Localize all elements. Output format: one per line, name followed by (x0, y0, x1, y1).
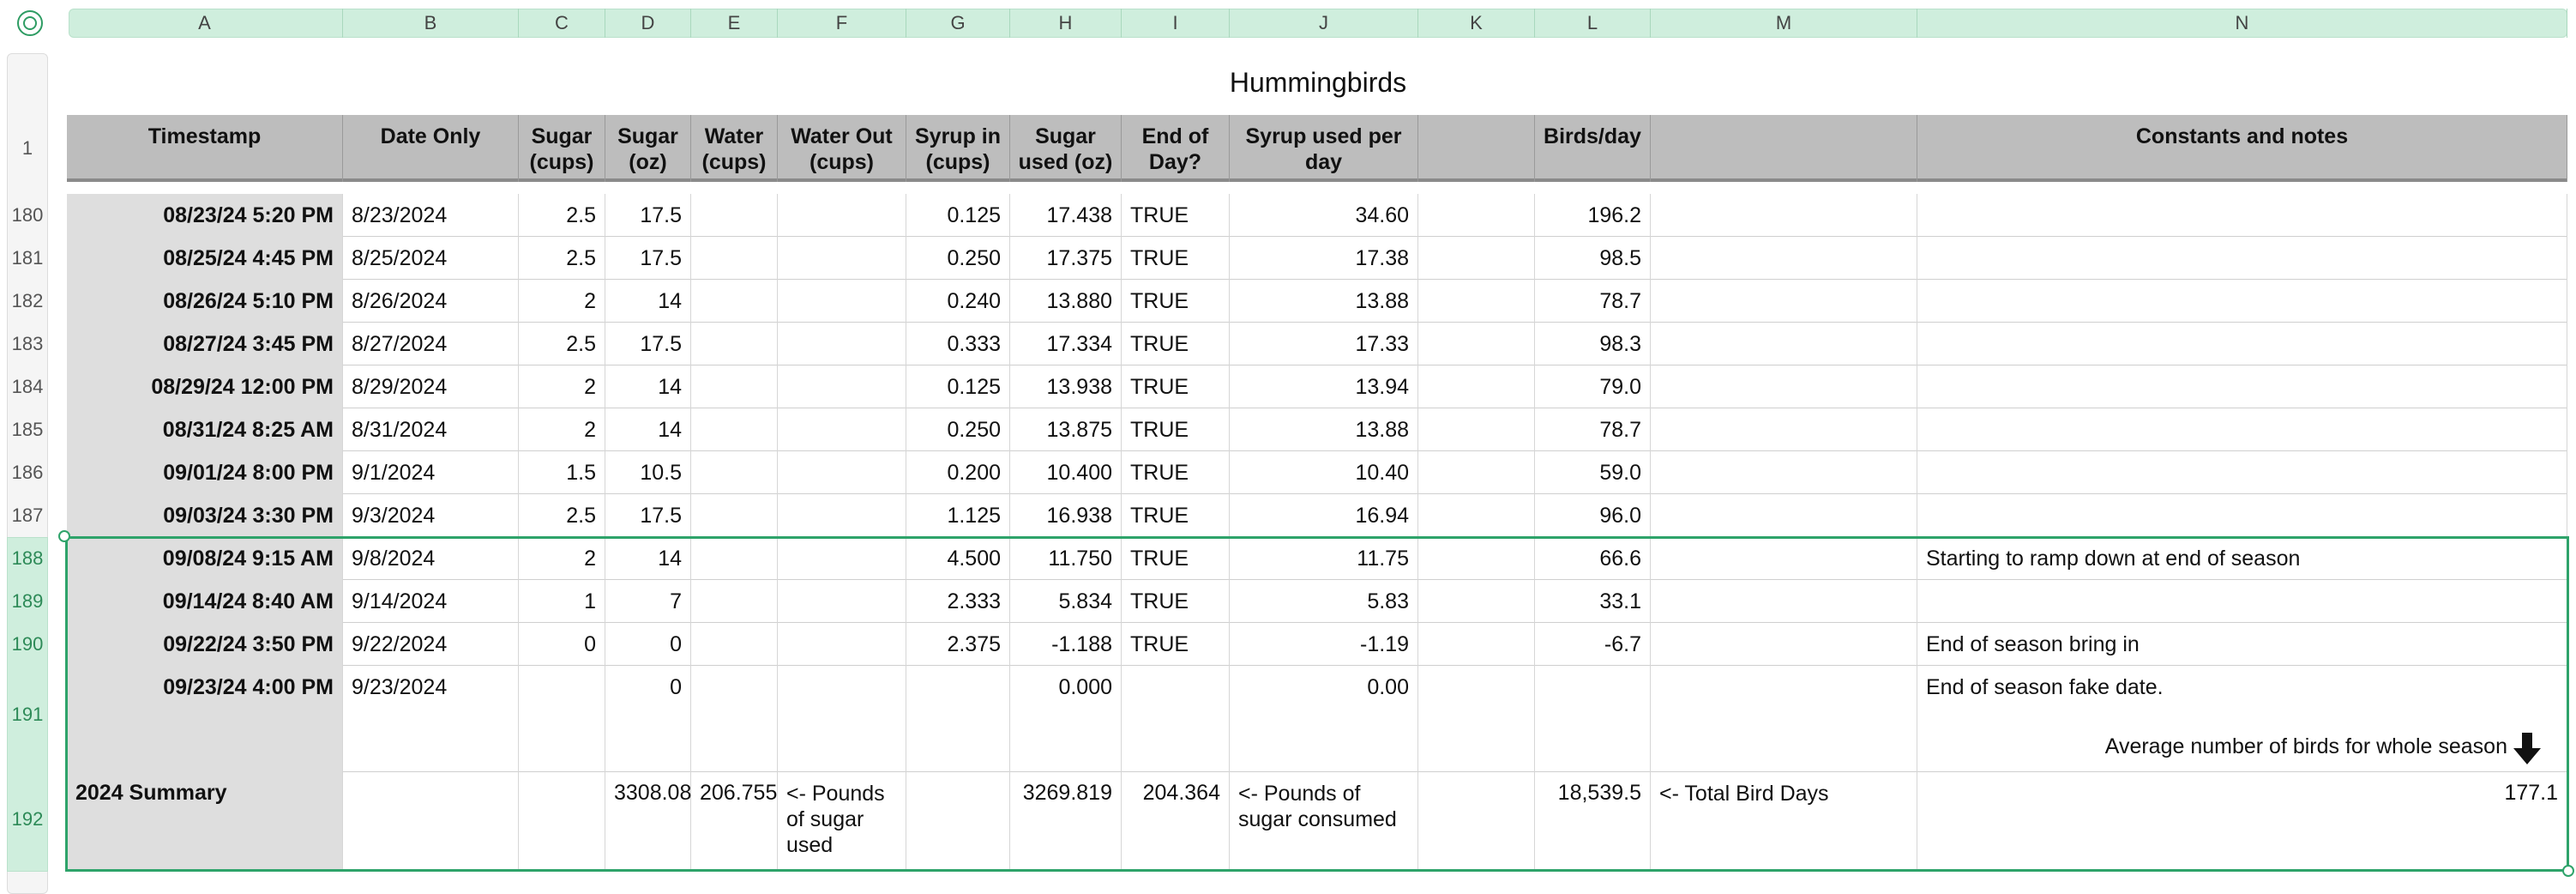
row-number[interactable]: 189 (11, 590, 44, 612)
cell-n-182[interactable] (1917, 280, 2567, 323)
cell-i-183[interactable]: TRUE (1122, 323, 1230, 365)
summary-cell-h[interactable]: 3269.819 (1010, 772, 1122, 872)
cell-j-187[interactable]: 16.94 (1230, 494, 1418, 537)
cell-m-186[interactable] (1651, 451, 1917, 494)
cell-e-182[interactable] (691, 280, 778, 323)
cell-j-189[interactable]: 5.83 (1230, 580, 1418, 623)
cell-l-187[interactable]: 96.0 (1535, 494, 1651, 537)
cell-a-182[interactable]: 08/26/24 5:10 PM (67, 280, 343, 323)
cell-g-188[interactable]: 4.500 (906, 537, 1010, 580)
cell-k-180[interactable] (1418, 194, 1535, 237)
summary-cell-n[interactable]: 177.1 (1917, 772, 2567, 872)
cell-h-189[interactable]: 5.834 (1010, 580, 1122, 623)
column-header-m[interactable]: M (1651, 9, 1917, 38)
cell-h-185[interactable]: 13.875 (1010, 408, 1122, 451)
cell-l-189[interactable]: 33.1 (1535, 580, 1651, 623)
cell-l-180[interactable]: 196.2 (1535, 194, 1651, 237)
cell-l-184[interactable]: 79.0 (1535, 365, 1651, 408)
cell-j-185[interactable]: 13.88 (1230, 408, 1418, 451)
cell-g-180[interactable]: 0.125 (906, 194, 1010, 237)
column-header-i[interactable]: I (1122, 9, 1230, 38)
cell-f-187[interactable] (778, 494, 906, 537)
cell-d-190[interactable]: 0 (605, 623, 691, 666)
column-header-b[interactable]: B (343, 9, 519, 38)
cell-n-186[interactable] (1917, 451, 2567, 494)
cell-h-188[interactable]: 11.750 (1010, 537, 1122, 580)
cell-j-184[interactable]: 13.94 (1230, 365, 1418, 408)
row-number[interactable]: 183 (11, 333, 44, 354)
column-header-k[interactable]: K (1418, 9, 1535, 38)
cell-a-185[interactable]: 08/31/24 8:25 AM (67, 408, 343, 451)
column-header-l[interactable]: L (1535, 9, 1651, 38)
cell-l-186[interactable]: 59.0 (1535, 451, 1651, 494)
row-number[interactable]: 186 (11, 462, 44, 483)
cell-a-187[interactable]: 09/03/24 3:30 PM (67, 494, 343, 537)
cell-d-187[interactable]: 17.5 (605, 494, 691, 537)
cell-d-183[interactable]: 17.5 (605, 323, 691, 365)
cell-i-188[interactable]: TRUE (1122, 537, 1230, 580)
cell-f-183[interactable] (778, 323, 906, 365)
summary-cell-j[interactable]: <- Pounds of sugar consumed (1230, 772, 1418, 872)
header-cell-c[interactable]: Sugar (cups) (519, 115, 605, 182)
cell-m-182[interactable] (1651, 280, 1917, 323)
cell-c-186[interactable]: 1.5 (519, 451, 605, 494)
cell-b-186[interactable]: 9/1/2024 (343, 451, 519, 494)
header-cell-f[interactable]: Water Out (cups) (778, 115, 906, 182)
row-number[interactable]: 187 (11, 504, 44, 526)
cell-g-181[interactable]: 0.250 (906, 237, 1010, 280)
cell-d-180[interactable]: 17.5 (605, 194, 691, 237)
cell-j-191[interactable]: 0.00 (1230, 666, 1418, 772)
selection-handle-top-left[interactable] (58, 530, 70, 542)
cell-c-180[interactable]: 2.5 (519, 194, 605, 237)
cell-a-186[interactable]: 09/01/24 8:00 PM (67, 451, 343, 494)
cell-i-189[interactable]: TRUE (1122, 580, 1230, 623)
cell-b-185[interactable]: 8/31/2024 (343, 408, 519, 451)
cell-d-184[interactable]: 14 (605, 365, 691, 408)
cell-j-190[interactable]: -1.19 (1230, 623, 1418, 666)
cell-c-190[interactable]: 0 (519, 623, 605, 666)
cell-e-180[interactable] (691, 194, 778, 237)
cell-f-186[interactable] (778, 451, 906, 494)
header-cell-a[interactable]: Timestamp (67, 115, 343, 182)
cell-l-182[interactable]: 78.7 (1535, 280, 1651, 323)
row-number[interactable]: 192 (11, 808, 44, 830)
cell-a-188[interactable]: 09/08/24 9:15 AM (67, 537, 343, 580)
cell-j-188[interactable]: 11.75 (1230, 537, 1418, 580)
column-header-n[interactable]: N (1917, 9, 2567, 38)
cell-k-182[interactable] (1418, 280, 1535, 323)
cell-n-181[interactable] (1917, 237, 2567, 280)
row-number[interactable]: 184 (11, 376, 44, 397)
cell-e-183[interactable] (691, 323, 778, 365)
header-cell-l[interactable]: Birds/day (1535, 115, 1651, 182)
cell-d-185[interactable]: 14 (605, 408, 691, 451)
select-all-button[interactable] (17, 10, 43, 36)
cell-f-185[interactable] (778, 408, 906, 451)
cell-f-180[interactable] (778, 194, 906, 237)
cell-a-190[interactable]: 09/22/24 3:50 PM (67, 623, 343, 666)
summary-cell-a[interactable]: 2024 Summary (67, 772, 343, 872)
header-cell-j[interactable]: Syrup used per day (1230, 115, 1418, 182)
cell-i-184[interactable]: TRUE (1122, 365, 1230, 408)
header-cell-m[interactable] (1651, 115, 1917, 182)
cell-a-184[interactable]: 08/29/24 12:00 PM (67, 365, 343, 408)
cell-g-183[interactable]: 0.333 (906, 323, 1010, 365)
cell-g-185[interactable]: 0.250 (906, 408, 1010, 451)
cell-e-185[interactable] (691, 408, 778, 451)
cell-b-188[interactable]: 9/8/2024 (343, 537, 519, 580)
cell-a-181[interactable]: 08/25/24 4:45 PM (67, 237, 343, 280)
header-cell-g[interactable]: Syrup in (cups) (906, 115, 1010, 182)
cell-a-189[interactable]: 09/14/24 8:40 AM (67, 580, 343, 623)
cell-c-183[interactable]: 2.5 (519, 323, 605, 365)
cell-j-181[interactable]: 17.38 (1230, 237, 1418, 280)
summary-cell-d[interactable]: 3308.08 (605, 772, 691, 872)
cell-j-180[interactable]: 34.60 (1230, 194, 1418, 237)
header-cell-h[interactable]: Sugar used (oz) (1010, 115, 1122, 182)
cell-m-180[interactable] (1651, 194, 1917, 237)
cell-b-184[interactable]: 8/29/2024 (343, 365, 519, 408)
cell-l-190[interactable]: -6.7 (1535, 623, 1651, 666)
cell-n-190[interactable]: End of season bring in (1917, 623, 2567, 666)
column-header-g[interactable]: G (906, 9, 1010, 38)
cell-c-189[interactable]: 1 (519, 580, 605, 623)
cell-c-188[interactable]: 2 (519, 537, 605, 580)
header-cell-d[interactable]: Sugar (oz) (605, 115, 691, 182)
cell-h-187[interactable]: 16.938 (1010, 494, 1122, 537)
cell-j-183[interactable]: 17.33 (1230, 323, 1418, 365)
selection-handle-bottom-right[interactable] (2562, 865, 2574, 877)
cell-k-183[interactable] (1418, 323, 1535, 365)
cell-b-190[interactable]: 9/22/2024 (343, 623, 519, 666)
cell-k-186[interactable] (1418, 451, 1535, 494)
cell-d-189[interactable]: 7 (605, 580, 691, 623)
cell-i-182[interactable]: TRUE (1122, 280, 1230, 323)
cell-d-182[interactable]: 14 (605, 280, 691, 323)
summary-cell-f[interactable]: <- Pounds of sugar used (778, 772, 906, 872)
cell-d-188[interactable]: 14 (605, 537, 691, 580)
cell-a-183[interactable]: 08/27/24 3:45 PM (67, 323, 343, 365)
column-header-f[interactable]: F (778, 9, 906, 38)
cell-k-181[interactable] (1418, 237, 1535, 280)
row-number[interactable]: 1 (21, 137, 33, 159)
cell-d-181[interactable]: 17.5 (605, 237, 691, 280)
cell-l-188[interactable]: 66.6 (1535, 537, 1651, 580)
cell-k-185[interactable] (1418, 408, 1535, 451)
cell-b-187[interactable]: 9/3/2024 (343, 494, 519, 537)
cell-b-191[interactable]: 9/23/2024 (343, 666, 519, 772)
cell-i-186[interactable]: TRUE (1122, 451, 1230, 494)
cell-e-187[interactable] (691, 494, 778, 537)
row-number[interactable]: 185 (11, 419, 44, 440)
cell-e-184[interactable] (691, 365, 778, 408)
cell-n-183[interactable] (1917, 323, 2567, 365)
cell-n-188[interactable]: Starting to ramp down at end of season (1917, 537, 2567, 580)
cell-c-185[interactable]: 2 (519, 408, 605, 451)
header-cell-b[interactable]: Date Only (343, 115, 519, 182)
cell-i-181[interactable]: TRUE (1122, 237, 1230, 280)
cell-f-181[interactable] (778, 237, 906, 280)
cell-j-182[interactable]: 13.88 (1230, 280, 1418, 323)
summary-cell-i[interactable]: 204.364 (1122, 772, 1230, 872)
row-number[interactable]: 191 (11, 704, 44, 725)
cell-n-184[interactable] (1917, 365, 2567, 408)
average-note: Average number of birds for whole season (2104, 734, 2507, 758)
cell-h-182[interactable]: 13.880 (1010, 280, 1122, 323)
column-header-h[interactable]: H (1010, 9, 1122, 38)
summary-cell-m[interactable]: <- Total Bird Days (1651, 772, 1917, 872)
cell-h-181[interactable]: 17.375 (1010, 237, 1122, 280)
cell-j-186[interactable]: 10.40 (1230, 451, 1418, 494)
cell-f-184[interactable] (778, 365, 906, 408)
cell-n-185[interactable] (1917, 408, 2567, 451)
header-cell-e[interactable]: Water (cups) (691, 115, 778, 182)
cell-f-182[interactable] (778, 280, 906, 323)
cell-d-191[interactable]: 0 (605, 666, 691, 772)
cell-b-182[interactable]: 8/26/2024 (343, 280, 519, 323)
cell-n-191[interactable]: End of season fake date. (1917, 666, 2567, 772)
column-header-d[interactable]: D (605, 9, 691, 38)
cell-b-183[interactable]: 8/27/2024 (343, 323, 519, 365)
cell-h-184[interactable]: 13.938 (1010, 365, 1122, 408)
cell-b-180[interactable]: 8/23/2024 (343, 194, 519, 237)
cell-g-190[interactable]: 2.375 (906, 623, 1010, 666)
cell-c-187[interactable]: 2.5 (519, 494, 605, 537)
cell-m-181[interactable] (1651, 237, 1917, 280)
cell-e-186[interactable] (691, 451, 778, 494)
cell-h-180[interactable]: 17.438 (1010, 194, 1122, 237)
row-number[interactable]: 188 (11, 547, 44, 569)
cell-g-182[interactable]: 0.240 (906, 280, 1010, 323)
cell-m-185[interactable] (1651, 408, 1917, 451)
header-cell-n[interactable]: Constants and notes (1917, 115, 2567, 182)
cell-h-186[interactable]: 10.400 (1010, 451, 1122, 494)
table-title: Hummingbirds (1229, 67, 1407, 98)
cell-i-180[interactable]: TRUE (1122, 194, 1230, 237)
summary-cell-e[interactable]: 206.755 (691, 772, 778, 872)
row-number[interactable]: 181 (11, 247, 44, 269)
cell-g-186[interactable]: 0.200 (906, 451, 1010, 494)
column-header-j[interactable]: J (1230, 9, 1418, 38)
cell-n-180[interactable] (1917, 194, 2567, 237)
cell-l-183[interactable]: 98.3 (1535, 323, 1651, 365)
cell-l-185[interactable]: 78.7 (1535, 408, 1651, 451)
row-number[interactable]: 190 (11, 633, 44, 655)
cell-n-187[interactable] (1917, 494, 2567, 537)
header-cell-k[interactable] (1418, 115, 1535, 182)
cell-a-180[interactable]: 08/23/24 5:20 PM (67, 194, 343, 237)
cell-m-184[interactable] (1651, 365, 1917, 408)
cell-k-187[interactable] (1418, 494, 1535, 537)
cell-m-187[interactable] (1651, 494, 1917, 537)
cell-c-182[interactable]: 2 (519, 280, 605, 323)
cell-h-191[interactable]: 0.000 (1010, 666, 1122, 772)
cell-e-181[interactable] (691, 237, 778, 280)
cell-c-181[interactable]: 2.5 (519, 237, 605, 280)
cell-h-183[interactable]: 17.334 (1010, 323, 1122, 365)
cell-c-184[interactable]: 2 (519, 365, 605, 408)
cell-i-190[interactable]: TRUE (1122, 623, 1230, 666)
cell-i-187[interactable]: TRUE (1122, 494, 1230, 537)
selection-outline (65, 536, 2569, 872)
row-number[interactable]: 182 (11, 290, 44, 311)
cell-i-185[interactable]: TRUE (1122, 408, 1230, 451)
cell-k-184[interactable] (1418, 365, 1535, 408)
cell-g-184[interactable]: 0.125 (906, 365, 1010, 408)
header-cell-i[interactable]: End of Day? (1122, 115, 1230, 182)
cell-g-189[interactable]: 2.333 (906, 580, 1010, 623)
cell-l-181[interactable]: 98.5 (1535, 237, 1651, 280)
cell-a-191[interactable]: 09/23/24 4:00 PM (67, 666, 343, 772)
cell-d-186[interactable]: 10.5 (605, 451, 691, 494)
cell-g-187[interactable]: 1.125 (906, 494, 1010, 537)
cell-b-189[interactable]: 9/14/2024 (343, 580, 519, 623)
summary-cell-l[interactable]: 18,539.5 (1535, 772, 1651, 872)
column-header-c[interactable]: C (519, 9, 605, 38)
cell-m-183[interactable] (1651, 323, 1917, 365)
row-number[interactable]: 180 (11, 204, 44, 226)
column-header-a[interactable]: A (67, 9, 343, 38)
cell-b-181[interactable]: 8/25/2024 (343, 237, 519, 280)
column-header-e[interactable]: E (691, 9, 778, 38)
cell-h-190[interactable]: -1.188 (1010, 623, 1122, 666)
